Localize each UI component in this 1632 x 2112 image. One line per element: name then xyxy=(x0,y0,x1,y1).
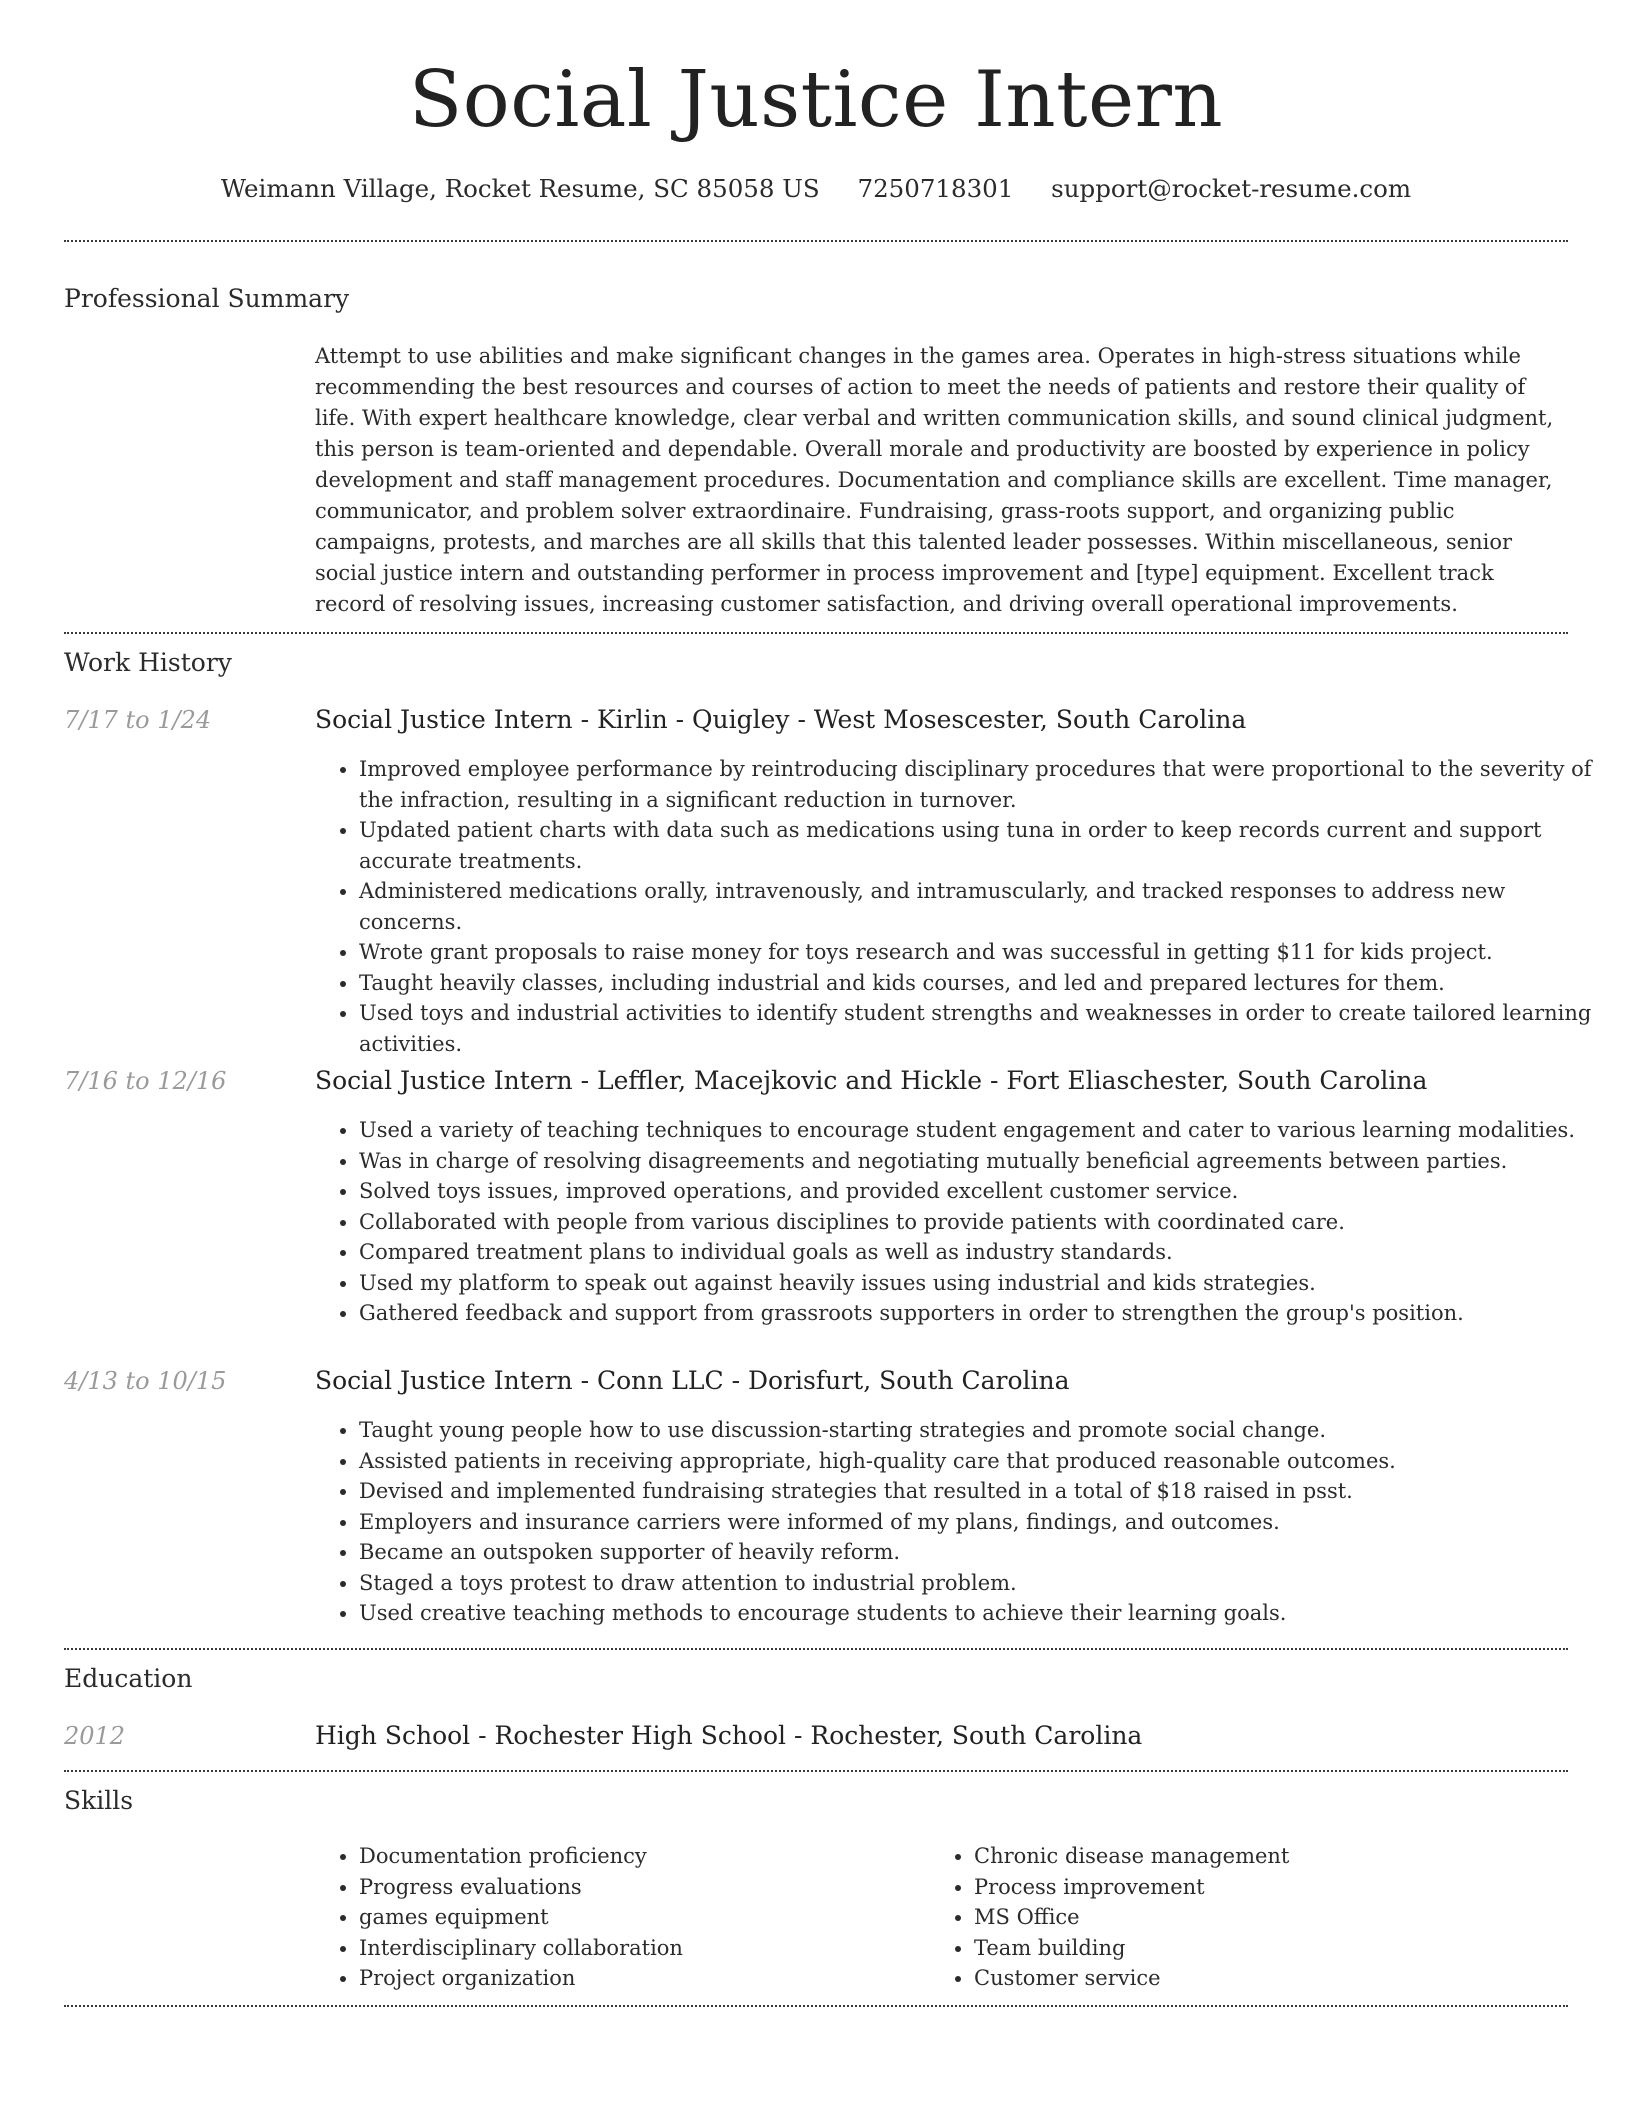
job-title: Social Justice Intern - Conn LLC - Dorisfurt, South Carolina xyxy=(315,1366,1070,1395)
divider xyxy=(64,240,1568,242)
skill-item: • Process improvement xyxy=(974,1872,1534,1903)
job-bullet: • Solved toys issues, improved operations, and provided excellent customer service. xyxy=(359,1176,1614,1207)
job-bullet: • Used a variety of teaching techniques to encourage student engagement and cater to various learning modalities. xyxy=(359,1115,1614,1146)
job-bullet: • Compared treatment plans to individual goals as well as industry standards. xyxy=(359,1237,1614,1268)
skill-item: • Progress evaluations xyxy=(359,1872,919,1903)
divider xyxy=(64,632,1568,634)
job-bullet: • Was in charge of resolving disagreements and negotiating mutually beneficial agreements between parties. xyxy=(359,1146,1614,1177)
skill-item: • Team building xyxy=(974,1933,1534,1964)
section-title-work-history: Work History xyxy=(64,648,232,677)
divider xyxy=(64,1770,1568,1772)
education-date: 2012 xyxy=(64,1722,126,1750)
divider xyxy=(64,1648,1568,1650)
section-title-education: Education xyxy=(64,1664,193,1693)
job-bullet: • Taught heavily classes, including industrial and kids courses, and led and prepared lectures for them. xyxy=(359,968,1614,999)
email: support@rocket-resume.com xyxy=(1051,174,1412,203)
job-bullet: • Became an outspoken supporter of heavily reform. xyxy=(359,1537,1614,1568)
job-bullet: • Staged a toys protest to draw attention to industrial problem. xyxy=(359,1568,1614,1599)
job-bullets xyxy=(315,1415,1614,1629)
summary-text: Attempt to use abilities and make significant changes in the games area. Operates in high-stress situations while recommending the best resources and courses of action to meet the needs of patients and restore their quality of life. With expert healthcare knowledge, clear verbal and written communication skills, and sound clinical judgment, this person is team-oriented and dependable. Overall morale and productivity are boosted by experience in policy development and staff management procedures. Documentation and compliance skills are excellent. Time manager, communicator, and problem solver extraordinaire. Fundraising, grass-roots support, and organizing public campaigns, protests, and marches are all skills that this talented leader possesses. Within miscellaneous, senior social justice intern and outstanding performer in process improvement and [type] equipment. Excellent track record of resolving issues, increasing customer satisfaction, and driving overall operational improvements. xyxy=(315,344,1554,616)
divider xyxy=(64,2005,1568,2007)
skill-item: • Documentation proficiency xyxy=(359,1841,919,1872)
skill-item: • Project organization xyxy=(359,1963,919,1994)
job-bullet: • Used my platform to speak out against heavily issues using industrial and kids strategies. xyxy=(359,1268,1614,1299)
section-title-skills: Skills xyxy=(64,1786,134,1815)
skill-item: • games equipment xyxy=(359,1902,919,1933)
job-bullets xyxy=(315,754,1614,1059)
job-bullet: • Used creative teaching methods to encourage students to achieve their learning goals. xyxy=(359,1598,1614,1629)
education-entry: High School - Rochester High School - Rochester, South Carolina xyxy=(315,1721,1143,1750)
contact-line xyxy=(0,172,1632,206)
address: Weimann Village, Rocket Resume, SC 85058 US xyxy=(220,174,820,203)
job-bullet: • Taught young people how to use discussion-starting strategies and promote social change. xyxy=(359,1415,1614,1446)
job-bullet: • Gathered feedback and support from grassroots supporters in order to strengthen the group's position. xyxy=(359,1298,1614,1329)
job-title: Social Justice Intern - Leffler, Macejkovic and Hickle - Fort Eliaschester, South Carolina xyxy=(315,1066,1428,1095)
job-bullet: • Administered medications orally, intravenously, and intramuscularly, and tracked responses to address new concerns. xyxy=(359,876,1614,937)
job-bullet: • Assisted patients in receiving appropriate, high-quality care that produced reasonable outcomes. xyxy=(359,1446,1614,1477)
candidate-name: Social Justice Intern xyxy=(408,55,1224,145)
job-dates: 7/16 to 12/16 xyxy=(64,1067,227,1095)
skills-list-right xyxy=(930,1841,1534,1994)
job-dates: 4/13 to 10/15 xyxy=(64,1367,227,1395)
job-dates: 7/17 to 1/24 xyxy=(64,706,212,734)
job-bullet: • Used toys and industrial activities to identify student strengths and weaknesses in order to create tailored learning activities. xyxy=(359,998,1614,1059)
job-bullet: • Improved employee performance by reintroducing disciplinary procedures that were proportional to the severity of the infraction, resulting in a significant reduction in turnover. xyxy=(359,754,1614,815)
job-bullets xyxy=(315,1115,1614,1329)
job-bullet: • Updated patient charts with data such as medications using tuna in order to keep records current and support accurate treatments. xyxy=(359,815,1614,876)
skill-item: • Chronic disease management xyxy=(974,1841,1534,1872)
job-title: Social Justice Intern - Kirlin - Quigley - West Mosescester, South Carolina xyxy=(315,705,1247,734)
job-bullet: • Collaborated with people from various disciplines to provide patients with coordinated care. xyxy=(359,1207,1614,1238)
section-title-summary: Professional Summary xyxy=(64,284,350,313)
job-bullet: • Devised and implemented fundraising strategies that resulted in a total of $18 raised in psst. xyxy=(359,1476,1614,1507)
skill-item: • Interdisciplinary collaboration xyxy=(359,1933,919,1964)
job-bullet: • Wrote grant proposals to raise money for toys research and was successful in getting $11 for kids project. xyxy=(359,937,1614,968)
job-bullet: • Employers and insurance carriers were informed of my plans, findings, and outcomes. xyxy=(359,1507,1614,1538)
skill-item: • MS Office xyxy=(974,1902,1534,1933)
phone: 7250718301 xyxy=(857,174,1014,203)
skill-item: • Customer service xyxy=(974,1963,1534,1994)
skills-list-left xyxy=(315,1841,919,1994)
